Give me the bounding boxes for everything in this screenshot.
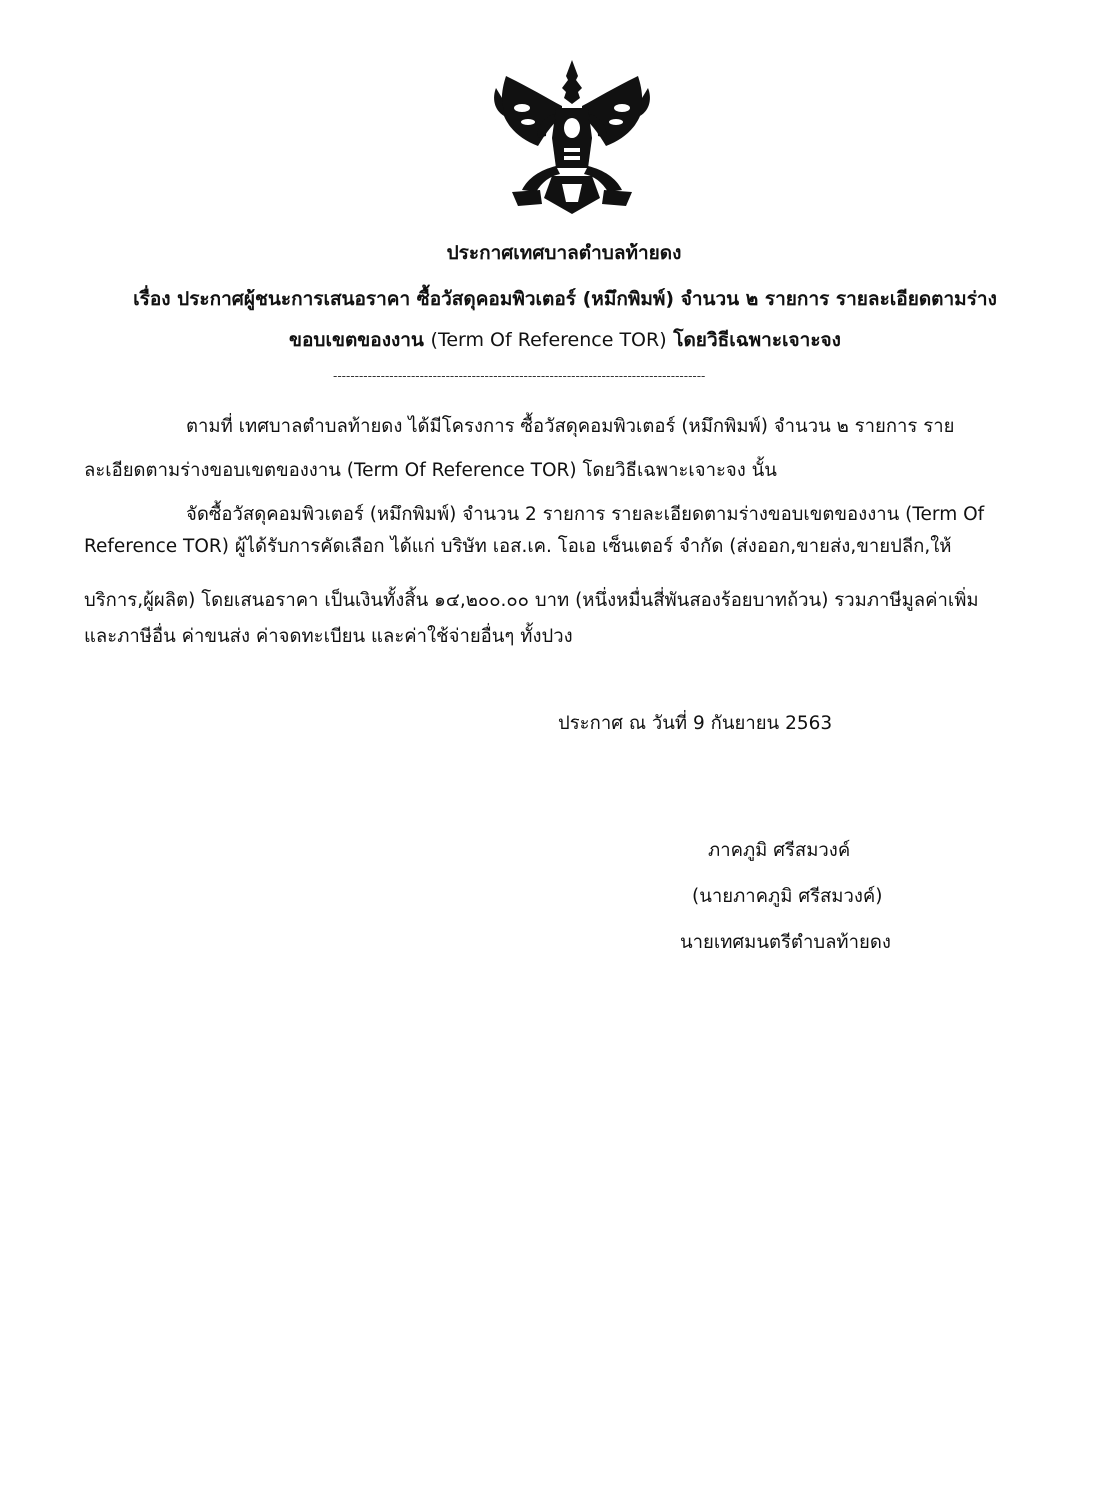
paragraph-2-line-2: Reference TOR) ผู้ได้รับการคัดเลือก ได้แก่ บริษัท เอส.เค. โอเอ เซ็นเตอร์ จำกัด (ส่งออก,ขายส่ง,ขายปลีก,ให้ (84, 536, 952, 557)
paragraph-2-line-1: จัดซื้อวัสดุคอมพิวเตอร์ (หมึกพิมพ์) จำนวน 2 รายการ รายละเอียดตามร่างขอบเขตของงาน (Term Of (186, 504, 985, 525)
subject-line-2-thai: ขอบเขตของงาน (289, 329, 424, 351)
signer-position: นายเทศมนตรีตำบลท้ายดง (680, 932, 891, 953)
subject-line-1: เรื่อง ประกาศผู้ชนะการเสนอราคา ซื้อวัสดุคอมพิวเตอร์ (หมึกพิมพ์) จำนวน ๒ รายการ รายละเอียดตามร่าง (133, 288, 997, 310)
divider: -------------------------------------------------------------------------------------- (333, 369, 706, 383)
signature-name: ภาคภูมิ ศรีสมวงค์ (708, 840, 851, 861)
announcement-date: ประกาศ ณ วันที่ 9 กันยายน 2563 (558, 713, 833, 734)
garuda-emblem-icon (492, 58, 652, 216)
subject-line-2 (0, 325, 1100, 355)
signer-full-name: (นายภาคภูมิ ศรีสมวงค์) (692, 886, 883, 907)
subject-line-2-latin: (Term Of Reference TOR) (430, 329, 667, 351)
paragraph-1-line-2: ละเอียดตามร่างขอบเขตของงาน (Term Of Reference TOR) โดยวิธีเฉพาะเจาะจง นั้น (84, 460, 777, 481)
subject-line-2-end: โดยวิธีเฉพาะเจาะจง (673, 329, 841, 351)
announcement-title: ประกาศเทศบาลตำบลท้ายดง (446, 242, 682, 264)
paragraph-2-line-3: บริการ,ผู้ผลิต) โดยเสนอราคา เป็นเงินทั้งสิ้น ๑๔,๒๐๐.๐๐ บาท (หนึ่งหมื่นสี่พันสองร้อยบาทถ้วน) รวมภาษีมูลค่าเพิ่ม (84, 590, 979, 611)
paragraph-1-line-1: ตามที่ เทศบาลตำบลท้ายดง ได้มีโครงการ ซื้อวัสดุคอมพิวเตอร์ (หมึกพิมพ์) จำนวน ๒ รายการ ราย (186, 416, 955, 437)
paragraph-2-line-4: และภาษีอื่น ค่าขนส่ง ค่าจดทะเบียน และค่าใช้จ่ายอื่นๆ ทั้งปวง (84, 626, 573, 647)
